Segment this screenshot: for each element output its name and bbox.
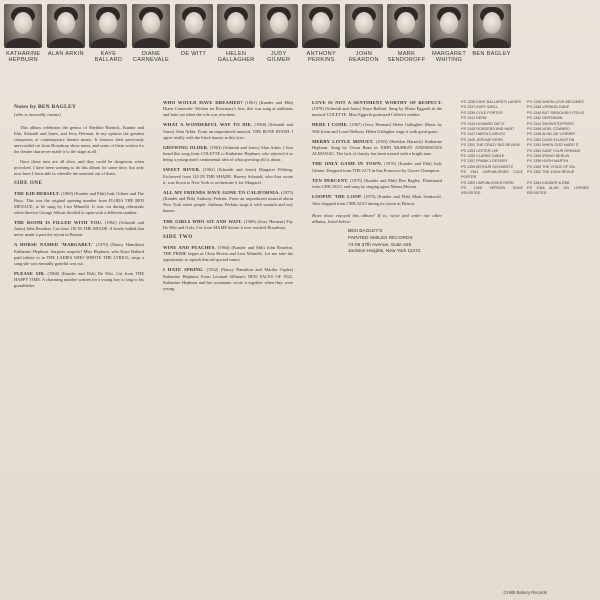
song-meta: (1970) (Nancy Hamilton) Katharine Hepburn. bbox=[14, 242, 144, 254]
song-meta: (1969) (Jerry Herman) Fay De Witt and Girls. bbox=[163, 218, 293, 230]
song-title: THE ONLY GAME IN TOWN. bbox=[312, 161, 383, 167]
song-text: Cut from 110 IN THE SHADE. A lovely ballad that never made it past the tryout in Boston. bbox=[14, 226, 144, 238]
discography-item: PS 1355 CLARKE GABLE bbox=[461, 154, 505, 159]
song-meta: (1963) (Schmidt and Jones) Alan Arkin. bbox=[209, 144, 282, 150]
discography-item: PS 1357 FRANK LOESSER bbox=[461, 159, 508, 164]
discography-item: PS 1354 SAVE YOUR DREAMS bbox=[527, 148, 581, 153]
performer-name: BEN BAGLEY bbox=[472, 51, 511, 57]
song-title: WINE AND PEACHES. bbox=[163, 244, 216, 250]
song-entry bbox=[14, 191, 144, 216]
song-entry bbox=[163, 219, 293, 231]
performer-photo bbox=[387, 4, 425, 48]
performer-photo bbox=[47, 4, 85, 48]
performer-photo bbox=[302, 4, 340, 48]
song-text: Music by Will Irwin and Louie Bellson. Helen Gallagher sings it with great gusto. bbox=[312, 122, 442, 134]
song-entry bbox=[163, 245, 293, 263]
mailing-address bbox=[348, 229, 442, 256]
song-title: I HATE SPRING. bbox=[163, 267, 204, 273]
discography-item: PS 1349 JEROME KERN bbox=[461, 137, 503, 142]
song-title: GROWING OLDER. bbox=[163, 144, 209, 150]
performer-card bbox=[217, 4, 256, 92]
song-entry bbox=[312, 161, 442, 173]
performer-card bbox=[132, 4, 171, 92]
song-title: THE GIRLS WHO SIT AND WAIT. bbox=[163, 218, 243, 224]
song-meta: (1962) (Schmidt and Jones) John Reardon. bbox=[14, 219, 144, 232]
performer-photo bbox=[4, 4, 42, 48]
performer-card bbox=[430, 4, 469, 92]
song-entry bbox=[163, 267, 293, 292]
discography-item: PS 1348 ALAN JAY LERNER bbox=[527, 132, 576, 137]
discography-item: PS 1364 KANDER & EBB bbox=[527, 180, 570, 185]
song-text: From an unproduced musical, THE BONE ROOM. I agree totally with the black humor in this lyric. bbox=[163, 128, 294, 140]
song-text: Eliminated from CHICAGO, and sung by singing agent Mama Morton. bbox=[312, 177, 442, 190]
song-title: TEN PERCENT. bbox=[312, 177, 349, 183]
song-text: Cut from MAME before it ever reached Broadway. bbox=[196, 224, 287, 230]
song-meta: (1963) (Schmidt and Jones) Margaret Whiting. bbox=[202, 167, 293, 173]
song-text: Dropped from THE ACT in San Francisco by Gower Champion. bbox=[326, 167, 440, 173]
song-meta: (1960) (Kander and Ebb) Judy Gilmer and The Boys. bbox=[14, 191, 144, 203]
performer-name: JOHN REARDON bbox=[348, 51, 379, 64]
performer-card bbox=[89, 4, 128, 92]
song-meta: (1961) (Kander and Ebb) Diane Carnevale. bbox=[163, 100, 293, 112]
performer-photo bbox=[175, 4, 213, 48]
discography-column bbox=[461, 100, 589, 196]
discography-item: PS 1353 LESTER LEE bbox=[461, 148, 499, 153]
discography-item: PS 1352 WHEN GOD MADE IT bbox=[527, 143, 579, 148]
discography-item: PS 1346 NOEL COWARD bbox=[527, 127, 570, 132]
song-title: WHAT A WONDERFUL WAY TO DIE. bbox=[163, 122, 253, 128]
discography-item: PS 1340 BUT SERIOUSLY FOLKS bbox=[527, 110, 585, 115]
performer-card bbox=[47, 4, 86, 92]
song-title: SWEET RIVER. bbox=[163, 167, 201, 173]
song-title: THE KID HERSELF. bbox=[14, 191, 61, 197]
performer-card bbox=[302, 4, 341, 92]
discography-item: PS 1350 DUKE ELLINGTON bbox=[527, 137, 575, 142]
song-title: LOVE IS NOT A SENTIMENT WORTHY OF RESPECT. bbox=[312, 100, 442, 105]
song-text: I first heard this song from COLETTE to Katharine Hepburn, who rejected it as being a young man's sentimental idea of what growing old is about. bbox=[163, 144, 293, 163]
address-line: Jackson Heights, New York 11372 bbox=[348, 249, 421, 255]
performer-name: ANTHONY PERKINS bbox=[306, 51, 336, 64]
song-meta: (1932) (Nancy Hamilton and Martha Caples) Katharine Hepburn. bbox=[163, 267, 293, 279]
song-text: Written for Rosemary's first, this was sung at auditions and later cut when the role was rewritten. bbox=[163, 106, 293, 118]
performer-name: MARK SENDOROFF bbox=[387, 51, 426, 64]
song-title: LOOPIN' THE LOOP. bbox=[312, 194, 362, 200]
performer-name: MARGARET WHITING bbox=[431, 51, 467, 64]
discography-item: PS 1366 ALAN JAY LERNER REVISITED bbox=[527, 185, 589, 195]
song-text: Eschewed from 110 IN THE SHADE. Harvey Schmidt, who thus wrote it, was flown to New York to orchestrate it for Margaret. bbox=[163, 173, 293, 185]
song-text: Also dropped from CHICAGO during its tryout in Detroit. bbox=[312, 200, 416, 206]
song-entry bbox=[163, 190, 293, 215]
song-meta: (1968) (Kander and Ebb) De Witt. bbox=[47, 270, 114, 276]
song-entry bbox=[163, 100, 293, 118]
song-meta: (1975) (Kander and Ebb) Mark Sendoroff. bbox=[363, 194, 442, 200]
notes-column-1 bbox=[14, 100, 144, 293]
song-text: This was the original opening number from FLORA THE RED MENACE, to be sung by Liza Minnelli. It was cut during rehearsals when director George Abbott decided to open with a different number. bbox=[14, 197, 144, 215]
song-meta: (1976) (Kander and Ebb) Judy Gilmer. bbox=[312, 161, 442, 173]
song-meta: (1968) (Schmidt and Jones) Alan Arkin. bbox=[163, 122, 293, 134]
song-text: From Leonard Sillman's NEW FACES OF 1932. Katharine Hepburn and her roommate wrote it together when they were young. bbox=[163, 273, 293, 291]
song-entry bbox=[163, 167, 293, 185]
performer-name: DE WITT bbox=[181, 51, 207, 57]
performer-photo bbox=[132, 4, 170, 48]
song-meta: (1975) (Kander and Ebb) Ben Bagley. bbox=[350, 177, 421, 183]
performer-card bbox=[472, 4, 511, 92]
song-entry bbox=[312, 100, 442, 118]
discography-item: PS 1358 HUGH MARTIN bbox=[527, 159, 569, 164]
copyright-notice: ©1985 Battery Records bbox=[503, 590, 547, 595]
address-line: 74-09 37th Avenue, Suite 426 bbox=[348, 242, 412, 248]
discography-list bbox=[461, 100, 589, 196]
song-entry bbox=[312, 178, 442, 190]
song-meta: (1967) (Jerry Herman) Helen Gallagher. bbox=[349, 122, 424, 128]
discography-item: PS 1337 KURT WEILL bbox=[461, 105, 499, 110]
performer-card bbox=[174, 4, 213, 92]
notes-heading: Notes by BEN BAGLEY bbox=[14, 104, 77, 110]
discography-item: PS 1347 HAROLD ARLEN bbox=[461, 132, 505, 137]
performer-photo bbox=[260, 4, 298, 48]
song-text: From an unproduced musical about New York street people. Anthony Perkins sings it with warmth and wry humor. bbox=[163, 196, 293, 214]
song-entry bbox=[163, 145, 293, 163]
performer-name: JUDY GILMER bbox=[267, 51, 291, 64]
intro-paragraph: This album celebrates the genius of Sheldon Harnick, Kander and Ebb, Schmidt and Jones, and Jerry Herman. In my opinion the greatest composers of contemporary theater music. It features their previously unrecorded cut from Broadway show tunes, and some of them written for the theatre that never made it to the stage at all. bbox=[14, 124, 144, 155]
song-entry bbox=[312, 194, 442, 206]
discography-item: PS 1335 KAYE BALLARD'S LADIES bbox=[461, 100, 521, 104]
song-entry bbox=[14, 271, 144, 289]
song-meta: (1953) (Sheldon Harnick) Katharine Hepburn. bbox=[312, 138, 442, 151]
discography-item: PS 1362 THE 1920s REVUE bbox=[527, 170, 575, 175]
performer-card bbox=[4, 4, 43, 92]
notes-column-3 bbox=[312, 100, 442, 262]
intro-paragraph: Once those men are all alive, and they could be dangerous when provoked. I have been wanting to do this album for some time, but only now have I been able to wheedle the material out of them. bbox=[14, 159, 144, 177]
song-entry bbox=[14, 242, 144, 267]
address-line: BEN BAGLEY'S bbox=[348, 229, 383, 235]
discography-item: PS 1344 SHOWSTOPPERS bbox=[527, 121, 574, 126]
performer-photo bbox=[217, 4, 255, 48]
song-title: MERRY LITTLE MINUET. bbox=[312, 138, 374, 144]
song-text: Sung by Orson Bean in JOHN MURRAY ANDERSON'S ALMANAC. The lack of charity has been treated with a bright tune. bbox=[312, 145, 442, 157]
song-entry bbox=[163, 122, 293, 140]
discography-item: PS 1338 VERNON DUKE bbox=[527, 105, 570, 110]
song-title: PLEASE SIR. bbox=[14, 270, 46, 276]
discography-item: PS 1341 KERN bbox=[461, 116, 487, 121]
performer-name: KAYE BALLARD bbox=[94, 51, 123, 64]
song-meta: (1975) (Kander and Ebb) Anthony Perkins. bbox=[163, 189, 293, 202]
performer-name: HELEN GALLAGHER bbox=[217, 51, 255, 64]
song-title: HERE I COME. bbox=[312, 122, 349, 128]
song-text: Sung by Maria Eggerth in the musical COLETTE. Miss Eggerth portrayed Colette's mother. bbox=[312, 106, 442, 118]
discography-item: PS 1345 RODGERS AND HART bbox=[461, 127, 515, 132]
song-meta: (1970) (Schmidt and Jones) Kaye Ballard. bbox=[312, 106, 388, 112]
song-entry bbox=[312, 122, 442, 134]
discography-item: PS 1343 HOWARD DIETZ bbox=[461, 121, 505, 126]
song-title: THE ROOM IS FILLED WITH YOU. bbox=[14, 219, 103, 225]
song-entry bbox=[14, 220, 144, 238]
discography-item: PS 1363 UNPUBLISHED KERN bbox=[461, 180, 514, 185]
song-title: WHO WOULD HAVE DREAMED? bbox=[163, 100, 243, 105]
song-entry bbox=[312, 139, 442, 157]
performer-photo bbox=[430, 4, 468, 48]
song-text: Cut from THE HAPPY TIME. A charming number written for a young boy to sing to his grandfather. bbox=[14, 270, 145, 289]
performer-photo bbox=[89, 4, 127, 48]
discography-item: PS 1336 WHEN LOVE BECOMES bbox=[527, 100, 584, 104]
performer-photo bbox=[473, 4, 511, 48]
discography-item: PS 1365 VERNON DUKE REVISITED bbox=[461, 185, 523, 195]
discography-item: PS 1359 ARTHUR SCHWARTZ bbox=[461, 164, 513, 169]
discography-item: PS 1361 UNPUBLISHED COLE PORTER bbox=[461, 170, 523, 180]
performer-name: KATHARINE HEPBURN bbox=[6, 51, 41, 64]
performer-card bbox=[345, 4, 384, 92]
performer-strip bbox=[4, 4, 596, 92]
song-text: Surprise surprise! Miss Hepburn, who Kaye Ballard paid tribute to in THE LADIES WHO WROTE THE LYRICS, sings a song she was eternally grateful was cut. bbox=[14, 248, 144, 266]
song-title: A HORSE NAMED 'MARGARET.' bbox=[14, 242, 94, 248]
performer-photo bbox=[345, 4, 383, 48]
address-line: PAINTED SMILES RECORDS bbox=[348, 235, 413, 241]
song-text: THE PRIME began as Chita Rivera and Liza Minnelli. Let me take the opportunity to squash that oft-quoted rumor. bbox=[163, 251, 293, 263]
performer-name: DIANE CARNEVALE bbox=[132, 51, 170, 64]
performer-name: ALAN ARKIN bbox=[47, 51, 84, 57]
discography-item: PS 1351 THE CRAZY BIG REVIEW bbox=[461, 143, 520, 148]
discography-item: PS 1356 IRVING BERLIN bbox=[527, 154, 570, 159]
discography-item: PS 1339 COLE PORTER bbox=[461, 110, 503, 115]
order-invitation: Have these enjoyed this album? If so, write and order our other albums, listed below: bbox=[312, 212, 442, 224]
side-one-heading: SIDE ONE bbox=[14, 181, 43, 187]
notes-subheading: (who is incurably insane) bbox=[14, 112, 61, 118]
side-two-heading: SIDE TWO bbox=[163, 234, 193, 240]
discography-item: PS 1342 GERSHWIN bbox=[527, 116, 563, 121]
discography-item: PS 1360 THE VOICE OF 30s bbox=[527, 164, 576, 169]
performer-card bbox=[259, 4, 298, 92]
performer-card bbox=[387, 4, 426, 92]
song-title: ALL MY FRIENDS HAVE GONE TO CALIFORNIA. bbox=[163, 189, 280, 195]
song-meta: (1964) (Kander and Ebb) John Reardon. bbox=[217, 244, 293, 250]
notes-column-2 bbox=[163, 100, 293, 296]
